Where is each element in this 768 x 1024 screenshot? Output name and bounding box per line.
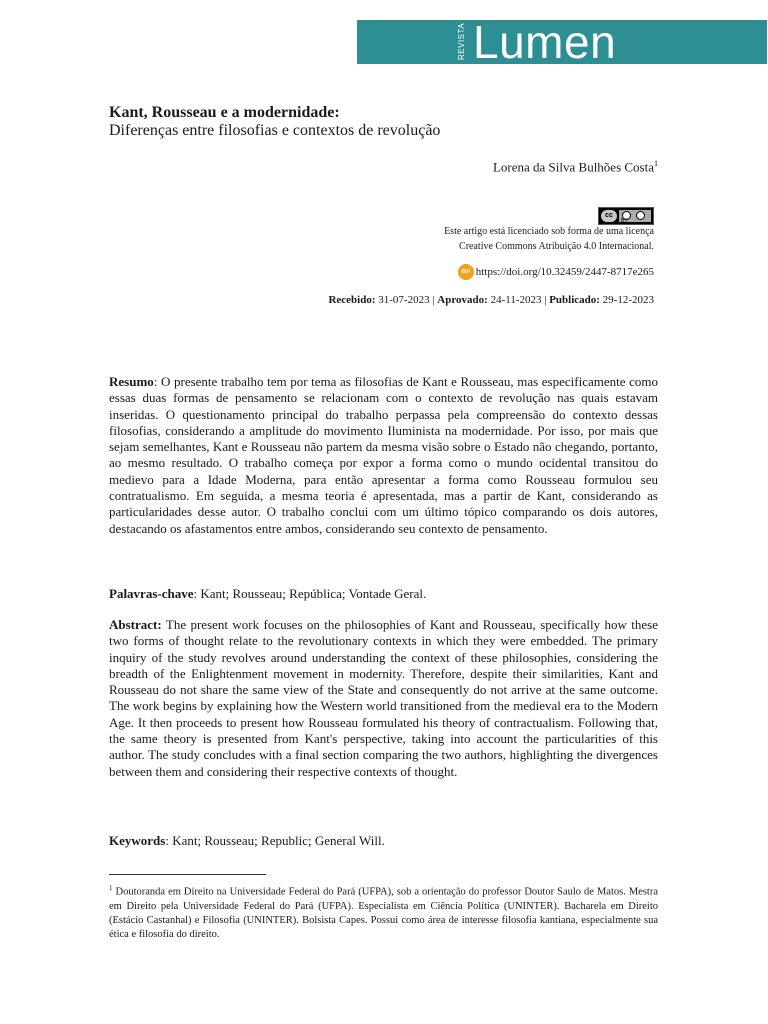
author-line [493, 155, 658, 176]
palavras-chave-label: Palavras-chave [109, 586, 194, 601]
article-title: Kant, Rousseau e a modernidade: [109, 104, 340, 121]
keywords-paragraph [109, 833, 658, 849]
license-line-1: Este artigo está licenciado sob forma de uma licença [444, 226, 654, 237]
doi-icon: doi [458, 264, 474, 280]
footnote-divider [109, 874, 266, 875]
date-separator: | [432, 294, 435, 306]
cc-icon: cc [601, 210, 617, 222]
author-name: Lorena da Silva Bulhões Costa [492, 159, 654, 175]
resumo-text: : O presente trabalho tem por tema as filosofias de Kant e Rousseau, mas especificamente como essas duas formas de pensamento se relacionam com o contexto de revolução nas quais estavam inseridas. O questionamento principal do trabalho perpassa pela compreensão do contexto dessas filosofias, considerando a amplitude do movimento Iluminista na modernidade. Por isso, por mais que sejam semelhantes, Kant e Rousseau não partem da mesma visão sobre o Estado não chegando, portanto, ao mesmo resultado. O trabalho começa por expor a forma como o mundo ocidental transitou do medievo para a Idade Moderna, para então apresentar a forma como Rousseau formulou seu contratualismo. Em seguida, a mesma teoria é apresentada, mas a partir de Kant, considerando as particularidades desse autor. O trabalho conclui com um último tópico comparando os dois autores, destacando os afastamentos entre ambos, considerando seu contexto de pensamento. [109, 374, 658, 536]
by-label: BY [621, 218, 628, 224]
resumo-label: Resumo [109, 374, 154, 389]
footnote-text: Doutoranda em Direito na Universidade Federal do Pará (UFPA), sob a orientação do professor Doutor Saulo de Matos. Mestra em Direito pela Universidade Federal do Pará (UFPA). Especialista em Ciência Política (UNINTER). Bacharela em Direito (Estácio Castanhal) e Filosofia (UNINTER). Bolsista Capes. Possui como área de interesse filosofia kantiana, especialmente sua ética e filosofia do direito. [109, 886, 658, 940]
abstract-label: Abstract: [109, 617, 162, 632]
resumo-paragraph [109, 374, 658, 537]
publication-dates [328, 292, 654, 308]
creative-commons-by-badge[interactable] [598, 207, 654, 225]
keywords-label: Keywords [109, 833, 166, 848]
author-footnote-mark[interactable]: 1 [654, 159, 658, 168]
published-label: Publicado: [549, 294, 600, 306]
palavras-chave-paragraph [109, 586, 658, 602]
abstract-text: The present work focuses on the philosophies of Kant and Rousseau, specifically how these two forms of thought relate to the revolutionary contexts in which they were embedded. The primary inquiry of the study revolves around understanding the context of these philosophies, considering the breadth of the Enlightenment movement in modernity. Therefore, despite their similarities, Kant and Rousseau do not share the same view of the State and consequently do not arrive at the same outcome. The work begins by explaining how the Western world transitioned from the medieval era to the Modern Age. It then proceeds to present how Rousseau formulated his theory of contractualism. Following that, the same theory is presented from Kant's perspective, taking into account the particularities of this author. The study concludes with a final section comparing the two authors, highlighting the divergences between them and considering their respective contexts of thought. [109, 617, 658, 779]
footnote-mark: 1 [109, 884, 113, 892]
license-line-2[interactable]: Creative Commons Atribuição 4.0 Internacional. [459, 241, 654, 252]
approved-label: Aprovado: [437, 294, 488, 306]
date-separator: | [544, 294, 547, 306]
doi-link[interactable]: https://doi.org/10.32459/2447-8717e265 [475, 266, 654, 278]
abstract-paragraph [109, 617, 658, 780]
banner-revista-label: REVISTA [457, 22, 466, 60]
journal-logo: Lumen [473, 20, 617, 64]
cc-circle-icon [636, 211, 645, 220]
license-text [354, 224, 654, 254]
published-date: 29-12-2023 [602, 294, 654, 306]
article-subtitle: Diferenças entre filosofias e contextos de revolução [109, 122, 441, 139]
approved-date: 24-11-2023 [490, 294, 542, 306]
palavras-chave-text: : Kant; Rousseau; República; Vontade Geral. [193, 586, 427, 601]
journal-banner [357, 20, 767, 64]
footnote [109, 881, 658, 942]
keywords-text: : Kant; Rousseau; Republic; General Will. [165, 833, 385, 848]
doi-row [458, 264, 654, 280]
received-label: Recebido: [328, 294, 376, 306]
received-date: 31-07-2023 [378, 294, 430, 306]
